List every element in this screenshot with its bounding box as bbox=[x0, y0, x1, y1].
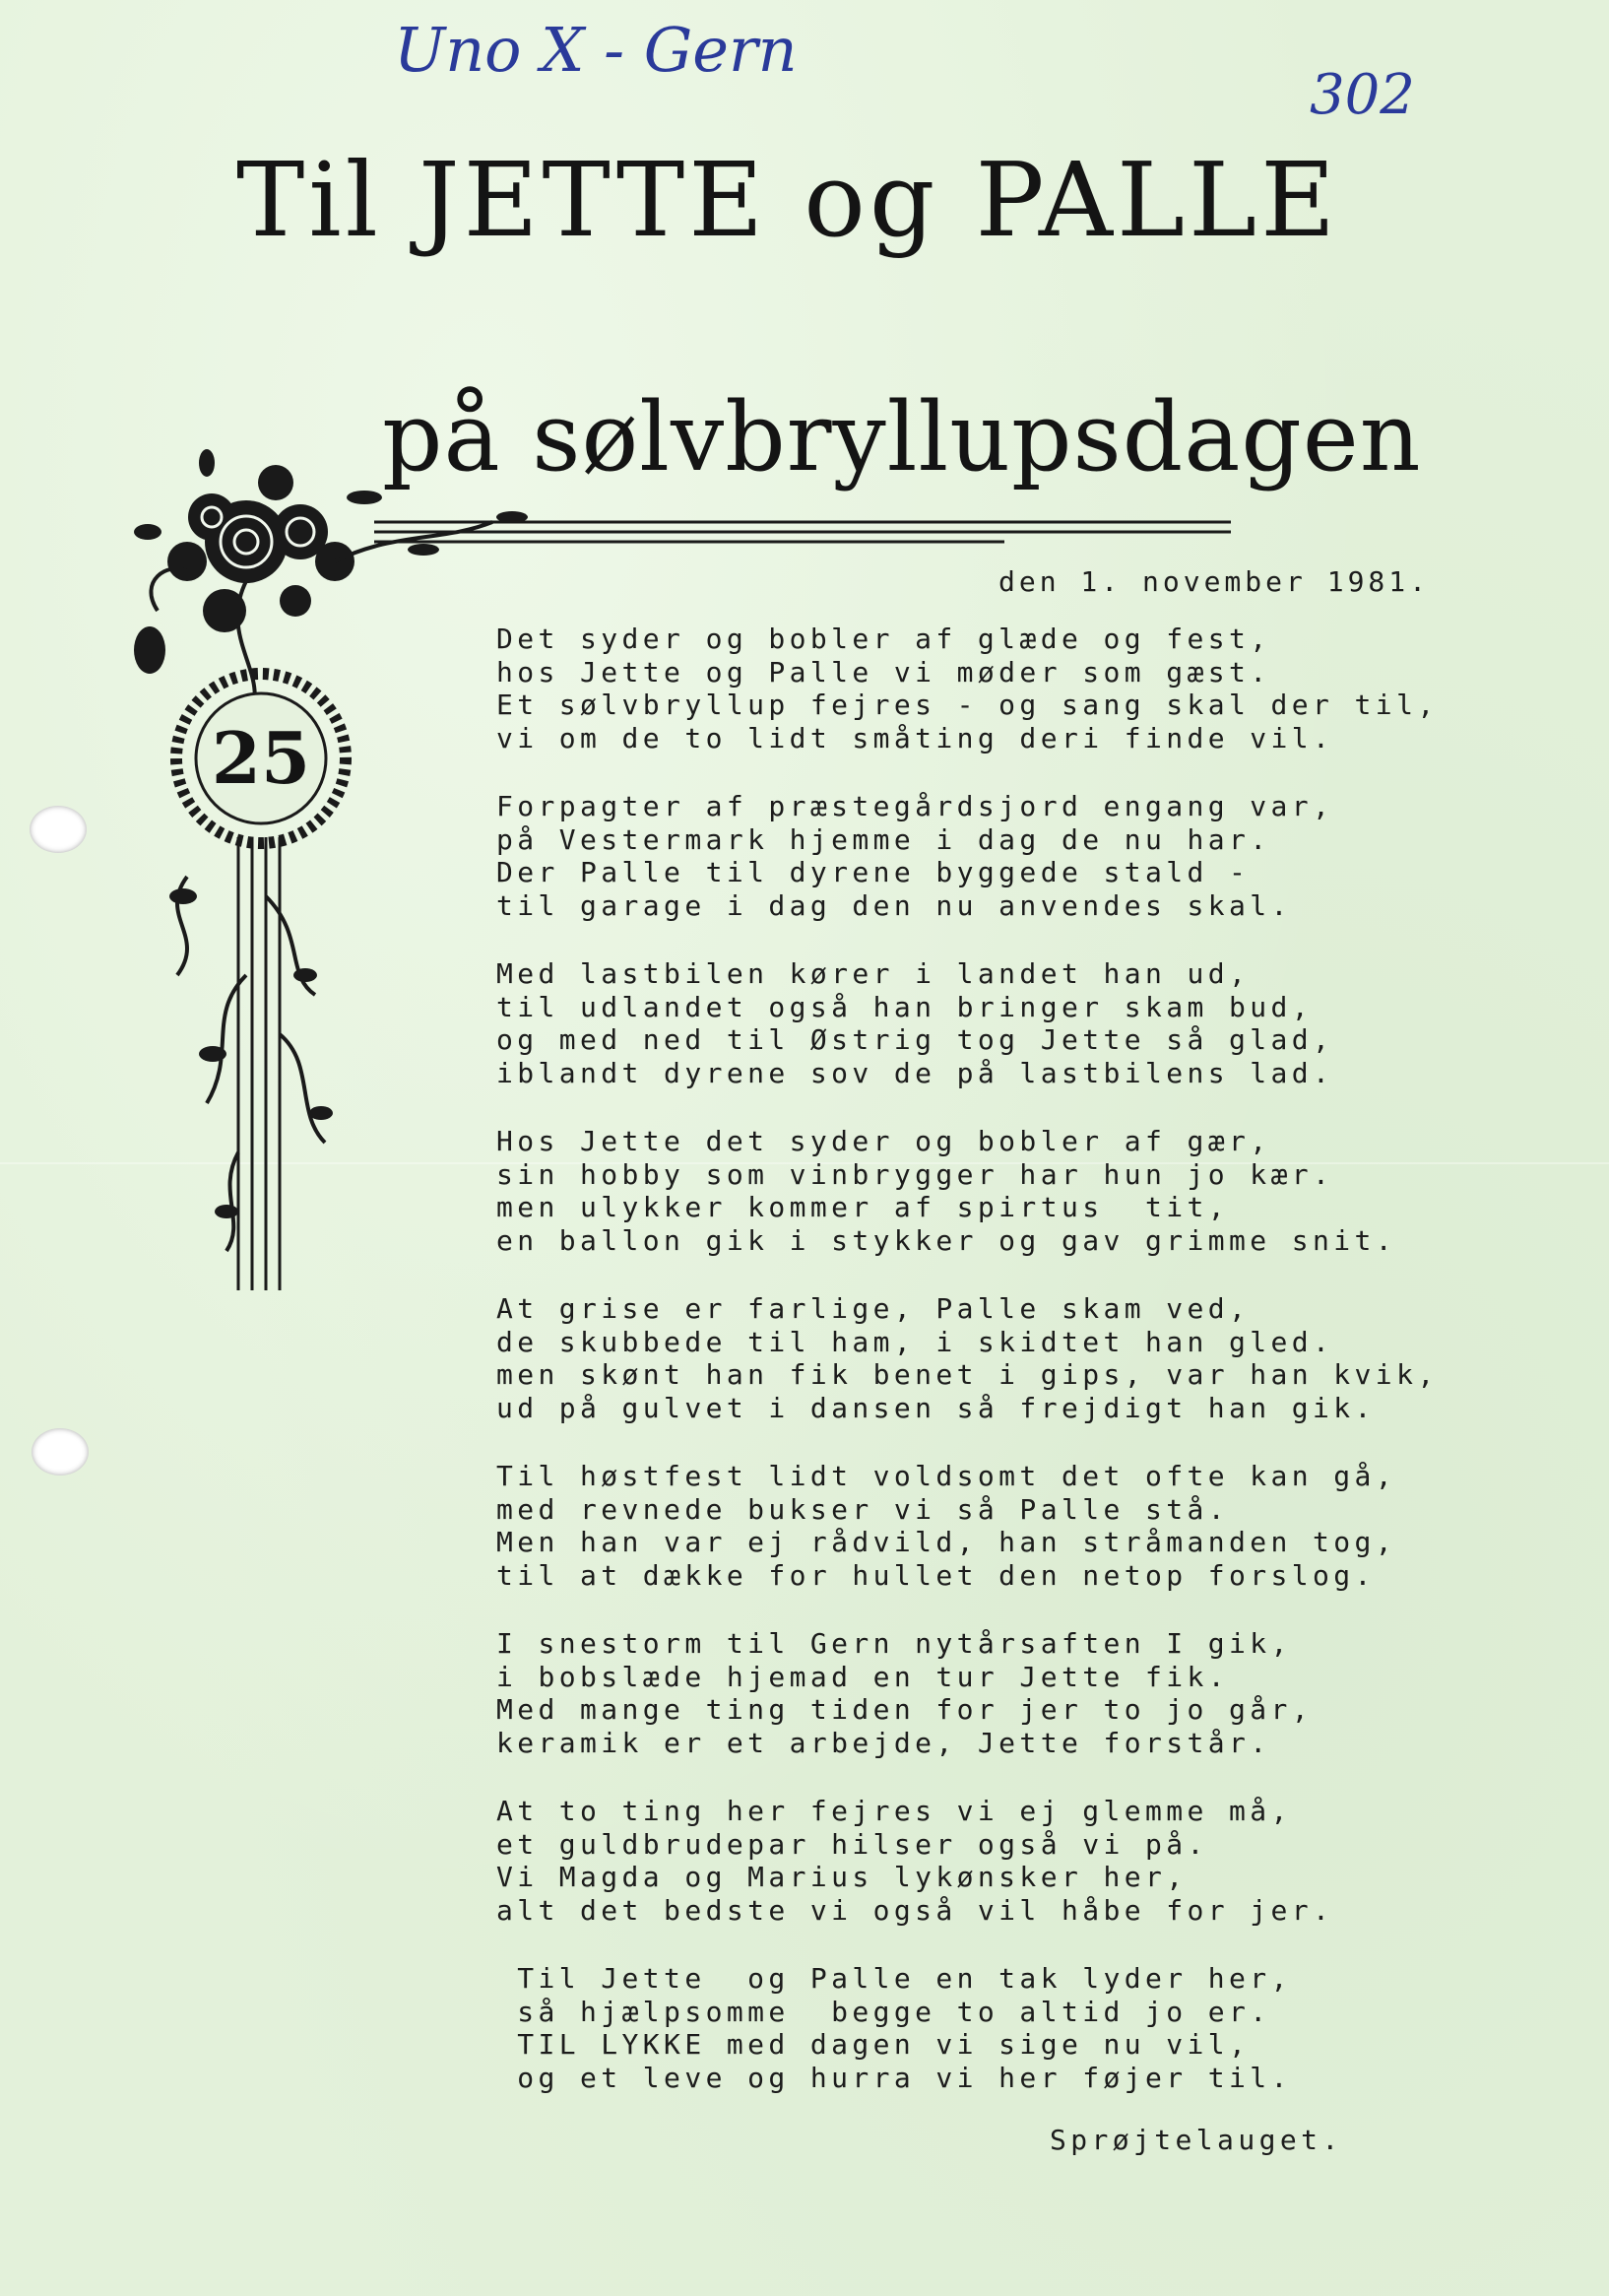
stanza bbox=[496, 623, 1481, 754]
poem-line: I snestorm til Gern nytårsaften I gik, bbox=[496, 1627, 1292, 1660]
title-line-1: Til JETTE og PALLE bbox=[236, 140, 1340, 260]
stanza bbox=[496, 1795, 1481, 1927]
poem-line: sin hobby som vinbrygger har hun jo kær. bbox=[496, 1157, 1334, 1191]
poem-line: At grise er farlige, Palle skam ved, bbox=[496, 1292, 1251, 1325]
poem-line: Forpagter af præstegårdsjord engang var, bbox=[496, 790, 1334, 822]
poem-line: et guldbrudepar hilser også vi på. bbox=[496, 1827, 1208, 1861]
signature: Sprøjtelauget. bbox=[1050, 2124, 1343, 2156]
stanza bbox=[496, 1292, 1481, 1424]
poem-line: og et leve og hurra vi her føjer til. bbox=[496, 2061, 1292, 2094]
stanza bbox=[496, 1125, 1481, 1257]
poem-line: Et sølvbryllup fejres - og sang skal der til, bbox=[496, 689, 1439, 721]
stanza bbox=[496, 790, 1481, 922]
poem-line: Hos Jette det syder og bobler af gær, bbox=[496, 1125, 1271, 1157]
poem-line: Vi Magda og Marius lykønsker her, bbox=[496, 1861, 1188, 1893]
poem-line: til at dække for hullet den netop forslog. bbox=[496, 1558, 1376, 1592]
poem-line: og med ned til Østrig tog Jette så glad, bbox=[496, 1023, 1334, 1056]
flower-cluster bbox=[134, 449, 528, 674]
poem-line: TIL LYKKE med dagen vi sige nu vil, bbox=[496, 2028, 1251, 2061]
poem-line: iblandt dyrene sov de på lastbilens lad. bbox=[496, 1056, 1334, 1089]
poem-line: ud på gulvet i dansen så frejdigt han gik. bbox=[496, 1391, 1376, 1424]
poem-line: men skønt han fik benet i gips, var han kvik, bbox=[496, 1358, 1439, 1391]
handwritten-page-number: 302 bbox=[1310, 63, 1415, 127]
poem-line: men ulykker kommer af spirtus tit, bbox=[496, 1191, 1230, 1223]
poem-line: hos Jette og Palle vi møder som gæst. bbox=[496, 655, 1271, 689]
poem-line: Med lastbilen kører i landet han ud, bbox=[496, 957, 1251, 990]
stanza bbox=[496, 1460, 1481, 1592]
poem-line: så hjælpsomme begge to altid jo er. bbox=[496, 1995, 1271, 2028]
stanza bbox=[496, 957, 1481, 1089]
punch-hole-top bbox=[30, 806, 87, 853]
poem-body bbox=[496, 623, 1481, 2130]
handwritten-note: Uno X - Gern bbox=[394, 14, 798, 86]
poem-line: At to ting her fejres vi ej glemme må, bbox=[496, 1795, 1292, 1827]
title-line-2: på sølvbryllupsdagen bbox=[382, 382, 1422, 492]
poem-line: i bobslæde hjemad en tur Jette fik. bbox=[496, 1660, 1230, 1693]
poem-line: keramik er et arbejde, Jette forstår. bbox=[496, 1726, 1271, 1759]
poem-line: Til høstfest lidt voldsomt det ofte kan gå, bbox=[496, 1460, 1397, 1492]
anniversary-badge-number: 25 bbox=[211, 716, 311, 800]
poem-line: Til Jette og Palle en tak lyder her, bbox=[496, 1962, 1292, 1995]
poem-line: de skubbede til ham, i skidtet han gled. bbox=[496, 1325, 1334, 1358]
poem-line: Men han var ej rådvild, han stråmanden tog, bbox=[496, 1526, 1397, 1558]
poem-line: alt det bedste vi også vil håbe for jer. bbox=[496, 1893, 1334, 1927]
poem-line: med revnede bukser vi så Palle stå. bbox=[496, 1492, 1230, 1526]
vine-stems bbox=[151, 522, 492, 1251]
poem-line: til garage i dag den nu anvendes skal. bbox=[496, 888, 1292, 922]
poem-date: den 1. november 1981. bbox=[998, 565, 1431, 598]
poem-line: Der Palle til dyrene byggede stald - bbox=[496, 856, 1251, 888]
poem-line: en ballon gik i stykker og gav grimme snit. bbox=[496, 1223, 1397, 1257]
poem-line: Med mange ting tiden for jer to jo går, bbox=[496, 1693, 1314, 1726]
poem-line: Det syder og bobler af glæde og fest, bbox=[496, 623, 1271, 655]
stanza bbox=[496, 1627, 1481, 1759]
stanza bbox=[496, 1962, 1481, 2094]
punch-hole-bottom bbox=[32, 1428, 89, 1476]
poem-line: på Vestermark hjemme i dag de nu har. bbox=[496, 822, 1271, 856]
poem-line: til udlandet også han bringer skam bud, bbox=[496, 990, 1314, 1023]
poem-line: vi om de to lidt småting deri finde vil. bbox=[496, 721, 1334, 754]
